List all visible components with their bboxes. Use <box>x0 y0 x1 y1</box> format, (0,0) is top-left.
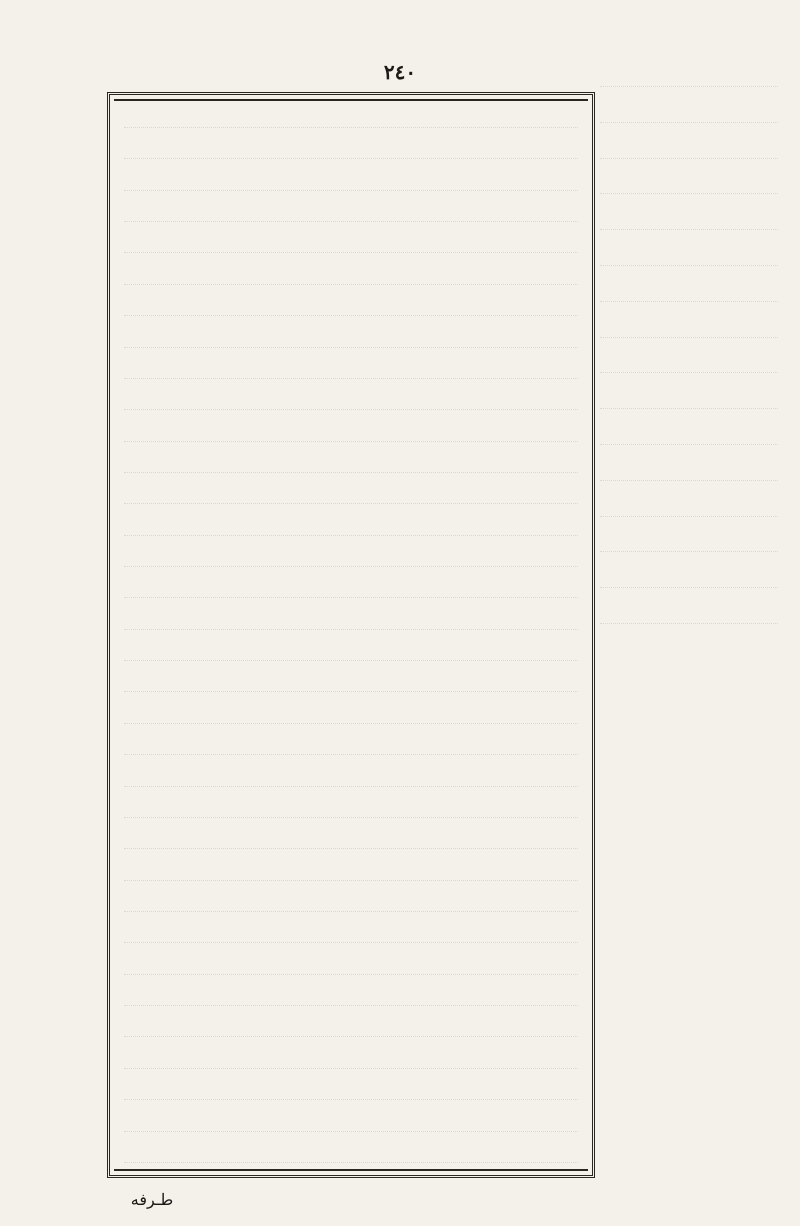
margin-line <box>600 136 778 159</box>
text-line <box>124 232 578 253</box>
text-line <box>124 138 578 159</box>
main-text-block <box>124 107 578 1163</box>
text-line <box>124 609 578 630</box>
text-line <box>124 327 578 348</box>
text-line <box>124 295 578 316</box>
text-line <box>124 107 578 128</box>
margin-line <box>600 171 778 194</box>
margin-gloss <box>600 64 778 624</box>
text-line <box>124 797 578 818</box>
text-line <box>124 546 578 567</box>
margin-text-block <box>600 64 778 624</box>
text-line <box>124 358 578 379</box>
text-line <box>124 1142 578 1163</box>
text-line <box>124 671 578 692</box>
frame-rule-top <box>114 99 588 101</box>
margin-line <box>600 350 778 373</box>
text-line <box>124 954 578 975</box>
margin-line <box>600 315 778 338</box>
text-line <box>124 640 578 661</box>
text-line <box>124 421 578 442</box>
text-line <box>124 170 578 191</box>
text-line <box>124 703 578 724</box>
margin-line <box>600 494 778 517</box>
text-line <box>124 1111 578 1132</box>
text-line <box>124 577 578 598</box>
frame-rule-bottom <box>114 1169 588 1171</box>
margin-line <box>600 422 778 445</box>
text-line <box>124 452 578 473</box>
page-number: ٢٤٠ <box>383 60 417 84</box>
margin-line <box>600 100 778 123</box>
text-line <box>124 483 578 504</box>
margin-line <box>600 458 778 481</box>
text-line <box>124 1016 578 1037</box>
margin-line <box>600 601 778 624</box>
text-line <box>124 985 578 1006</box>
margin-line <box>600 207 778 230</box>
margin-line <box>600 279 778 302</box>
main-text-frame <box>107 92 595 1178</box>
text-line <box>124 860 578 881</box>
text-line <box>124 766 578 787</box>
text-line <box>124 201 578 222</box>
text-line <box>124 1048 578 1069</box>
text-line <box>124 891 578 912</box>
text-line <box>124 389 578 410</box>
text-line <box>124 734 578 755</box>
margin-line <box>600 243 778 266</box>
margin-line <box>600 64 778 87</box>
text-line <box>124 515 578 536</box>
margin-line <box>600 565 778 588</box>
margin-line <box>600 529 778 552</box>
text-line <box>124 264 578 285</box>
text-line <box>124 828 578 849</box>
catchword: طـرفه <box>130 1190 174 1209</box>
text-line <box>124 922 578 943</box>
text-line <box>124 1079 578 1100</box>
margin-line <box>600 386 778 409</box>
